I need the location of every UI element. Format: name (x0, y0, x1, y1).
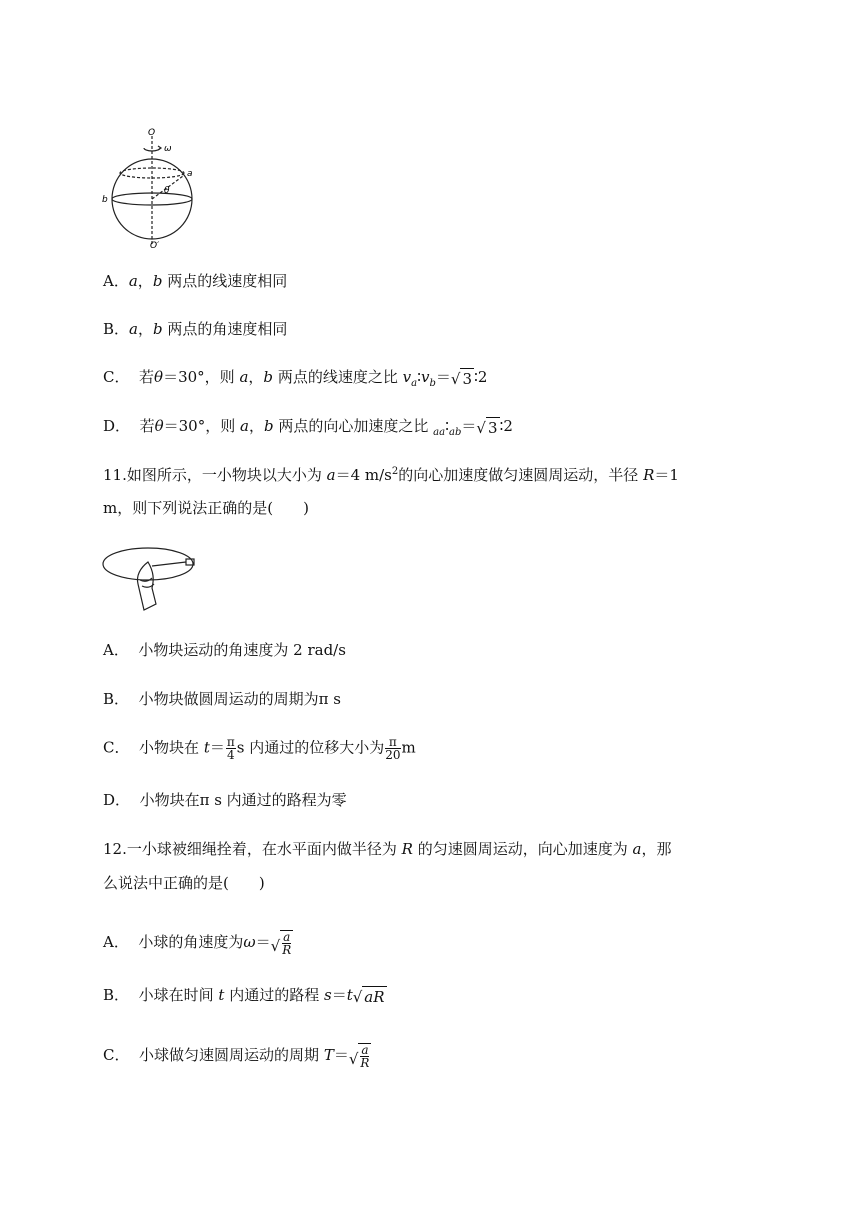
q12-option-b[interactable]: B． 小球在时间 t 内通过的路程 s＝t√ aR (103, 986, 385, 1006)
fraction-pi-over-20: $\frac{\pi}{20}$ (385, 735, 401, 762)
fig1-label-o-bottom: O′ (150, 241, 160, 250)
fraction-pi-over-4: $\frac{\pi}{4}$ (226, 735, 235, 762)
q12-option-c[interactable]: C． 小球做匀速圆周运动的周期 T＝√ a R (103, 1043, 370, 1070)
q11-stem-line1: 11.如图所示，一小物块以大小为 a＝4 $m/s^2$的向心加速度做匀速圆周运动，半径 R＝1 (103, 466, 679, 484)
q10-option-c[interactable]: C． 若θ＝30°，则 a，b 两点的线速度之比 $v_a∶v_b=√$ 3 ∶2 (103, 368, 488, 389)
q11-option-d[interactable]: D． 小物块在π s 内通过的路程为零 (103, 791, 347, 809)
sqrt-ar: √ aR (352, 987, 385, 1006)
q10-option-d[interactable]: D． 若θ＝30°，则 a，b 两点的向心加速度之比 $_{aa}∶_{ab}=√$ 3 ∶2 (103, 417, 513, 438)
fig1-label-o-top: O (148, 128, 156, 138)
sphere-figure (100, 126, 210, 250)
q11-option-a[interactable]: A． 小物块运动的角速度为 2 rad/s (103, 641, 346, 659)
sqrt-a-over-r-c: √ a R (348, 1043, 370, 1070)
q10-option-b[interactable]: B．a，b 两点的角速度相同 (103, 320, 288, 338)
sqrt-3-d: √ 3 (476, 418, 498, 437)
q11-stem-line2: m，则下列说法正确的是( ) (103, 499, 309, 517)
q11-option-c[interactable]: C． 小物块在 t＝ $\frac{\pi}{4}$ s 内通过的位移大小为 $\frac{\pi}{20}$ m (103, 735, 416, 762)
sqrt-a-over-r-a: √ a R (270, 930, 292, 957)
fig1-label-b: b (102, 195, 108, 205)
q10-option-a[interactable]: A．a，b 两点的线速度相同 (103, 272, 288, 290)
fig1-label-omega: ω (164, 144, 172, 154)
sqrt-3-c: √ 3 (450, 369, 472, 388)
q11-option-b[interactable]: B． 小物块做圆周运动的周期为π s (103, 690, 341, 708)
q12-option-a[interactable]: A． 小球的角速度为ω＝√ a R (103, 930, 292, 957)
q12-stem-line2: 么说法中正确的是( ) (103, 874, 265, 892)
circular-motion-figure (100, 540, 200, 616)
q12-stem-line1: 12.一小球被细绳拴着，在水平面内做半径为 R 的匀速圆周运动，向心加速度为 a，那 (103, 840, 672, 858)
fig1-label-a: a (187, 169, 193, 179)
fig1-label-theta: θ (164, 186, 170, 196)
